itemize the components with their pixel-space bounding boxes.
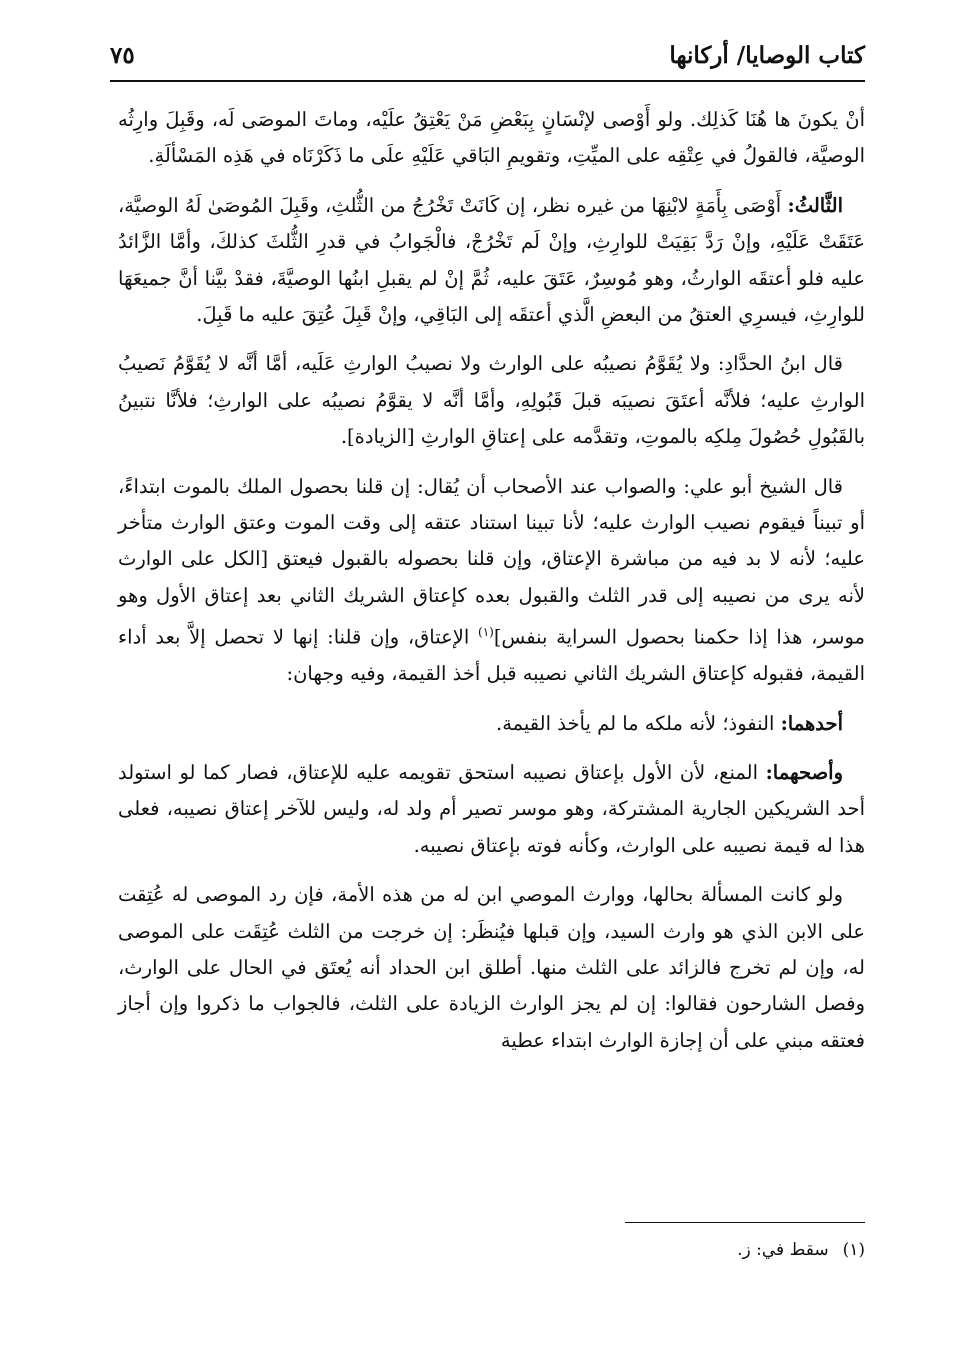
paragraph-text: النفوذ؛ لأنه ملكه ما لم يأخذ القيمة. bbox=[496, 711, 775, 735]
paragraph-7 bbox=[118, 877, 865, 1059]
paragraph-text: أنْ يكونَ ها هُنَا كَذلِك. ولو أَوْصى لإنْسَانٍ بِبَعْضِ مَنْ يَعْتِقُ علَيْه، وماتَ الموصَى لَه، وقَبِلَ وارِثُه الوصيَّة، فالقولُ في عِتْقِه على الميِّتِ، وتقويمِ البَاقي عَلَيْهِ علَى ما ذَكَرْنَاه في هَذِه المَسْألَةِ. bbox=[118, 108, 865, 168]
footnote-text: سقط في: ز. bbox=[737, 1240, 829, 1260]
paragraph-2 bbox=[118, 188, 865, 334]
paragraph-3 bbox=[118, 346, 865, 455]
paragraph-5 bbox=[118, 706, 865, 742]
paragraph-text: أَوْصَى بِأَمَةٍ لابْنِهَا من غيره نظر، إن كَانَتْ تَخْرُجُ من الثُّلثِ، وقَبِلَ المُوصَىٰ لَهُ الوصيَّة، عَتَقَتْ عَلَيْهِ، وإنْ رَدَّ بَقِيَتْ للوارِثِ، وإنْ لَم تَخْرُجْ، فالْجَوابُ في قدرِ الثُّلثَ كذلكَ، وأمَّا الزَّائدُ عليه فلو أعتقَه الوارثُ، وهو مُوسِرٌ، عَتَقَ عليه، ثُمَّ إنْ لم يقبلِ ابنُها الوصيَّةَ، فقدْ بيَّنا أنَّ جميعَهَا للوارِثِ، فيسرِي العتقُ من البعضِ الَّذي أعتقَه إلى البَاقِي، وإنْ قَبِلَ عُتِقَ عليه ما قَبِلَ. bbox=[118, 193, 865, 327]
paragraph-text: المنع، لأن الأول بإعتاق نصيبه استحق تقويمه عليه للإعتاق، فصار كما لو استولد أحد الشريكين الجارية المشتركة، وهو موسر تصير أم ولد له، وليس للآخر إعتاق نصيبه، فعلى هذا له قيمة نصيبه على الوارث، وكأنه فوته بإعتاق نصيبه. bbox=[118, 761, 865, 857]
paragraph-text: ولو كانت المسألة بحالها، ووارث الموصي ابن له من هذه الأمة، فإن رد الموصى له عُتِقت على الابن الذي هو وارث السيد، وإن قبلها فيُنظَر: إن خرجت من الثلث عُتِقَت على الموصى له، وإن لم تخرج فالزائد على الثلث منها. أطلق ابن الحداد أنه يُعتَق في الحال على الوارث، وفصل الشارحون فقالوا: إن لم يجز الوارث الزيادة على الثلث، فالجواب ما ذكروا وإن أجاز فعتقه مبني على أن إجازة الوارث ابتداء عطية bbox=[118, 883, 865, 1052]
header-rule bbox=[110, 80, 865, 82]
paragraph-text-continued: الإعتاق، وإن قلنا: إنها لا تحصل إلاَّ بعد أداء القيمة، فقبوله كإعتاق الشريك الثاني نصيبه قبل أخذ القيمة، وفيه وجهان: bbox=[118, 625, 865, 686]
paragraph-lead: وأصحهما: bbox=[765, 761, 843, 784]
footnote bbox=[600, 1236, 865, 1264]
paragraph-1 bbox=[118, 102, 865, 175]
footnote-rule bbox=[625, 1222, 865, 1223]
paragraph-6 bbox=[118, 755, 865, 864]
running-title: كتاب الوصايا/ أركانها bbox=[669, 42, 865, 69]
page-number: ٧٥ bbox=[110, 42, 135, 69]
footnote-marker: (١) bbox=[842, 1240, 865, 1260]
paragraph-text: قال ابنُ الحدَّادِ: ولا يُقَوَّمُ نصيبُه على الوارث ولا نصيبُ الوارثِ عَلَيه، أمَّا أنَّه لا يُقَوَّمُ نَصيبُ الوارثِ عليه؛ فلأنَّه أعتَقَ نصيبَه قبلَ قَبُولِهِ، وأمَّا أنَّه لا يقوَّمُ نصيبُه على الوارثِ؛ فلأنَّا نتبينُ بالقَبُولِ حُصُولَ مِلكِه بالموتِ، وتقدَّمه على إعتاقِ الوارثِ [الزيادة]. bbox=[118, 352, 865, 449]
paragraph-lead: أحدهما: bbox=[780, 711, 843, 735]
paragraph-4 bbox=[118, 469, 865, 693]
main-text bbox=[118, 102, 865, 1072]
paragraph-lead: الثَّالثُ: bbox=[787, 193, 843, 217]
paragraph-text: قال الشيخ أبو علي: والصواب عند الأصحاب أن يُقال: إن قلنا بحصول الملك بالموت ابتداءً، أو تبيناً فيقوم نصيب الوارث عليه؛ لأنا تبينا استناد عتقه إلى وقت الموت وعتق الوارث متأخر عليه؛ لأنه لا بد فيه من مباشرة الإعتاق، وإن قلنا بحصوله بالقبول فيعتق [الكل على الوارث لأنه يرى من نصيبه إلى قدر الثلث والقبول بعده كإعتاق الشريك الثاني بعد إعتاق الأول وهو موسر، هذا إذا حكمنا بحصول السراية بنفس] bbox=[118, 474, 865, 649]
footnote-reference: (١) bbox=[478, 625, 494, 640]
page-header bbox=[110, 40, 865, 80]
